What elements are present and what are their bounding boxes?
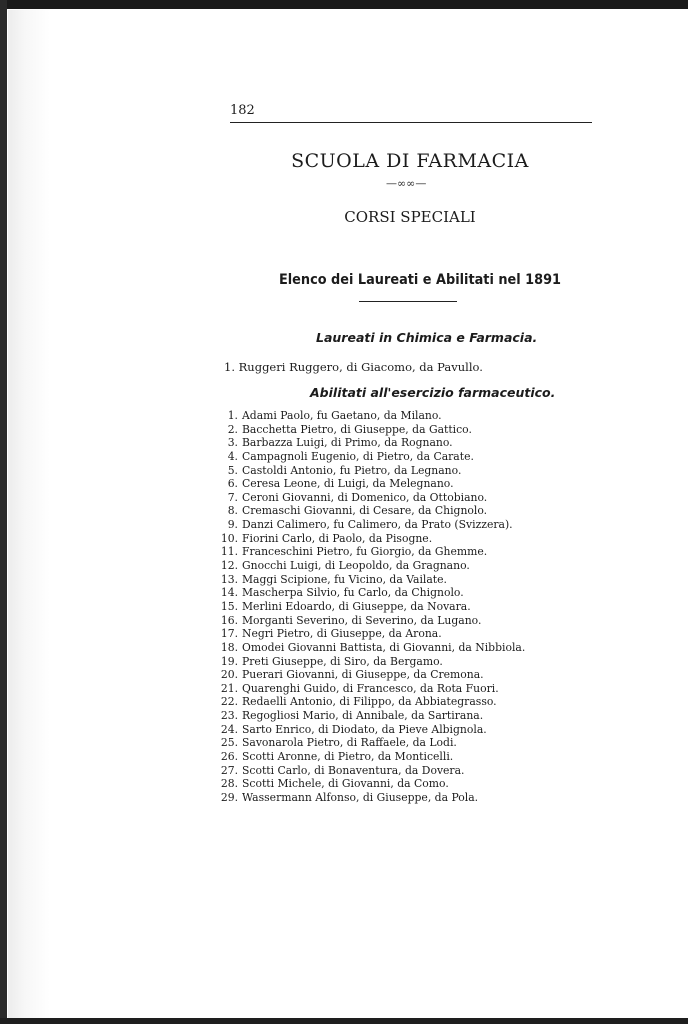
entry-number: 28. bbox=[220, 777, 238, 791]
entry-number: 8. bbox=[227, 504, 238, 518]
entry-text: Ceresa Leone, di Luigi, da Melegnano. bbox=[242, 477, 454, 491]
entry-text: Morganti Severino, di Severino, da Lugano. bbox=[242, 613, 482, 627]
entry-text: Sarto Enrico, di Diodato, da Pieve Albignola. bbox=[242, 722, 487, 736]
list-item bbox=[216, 518, 525, 532]
list-item bbox=[216, 477, 525, 491]
entry-number: 1. bbox=[224, 360, 235, 374]
entry-number: 1. bbox=[227, 409, 238, 422]
entry-number: 4. bbox=[227, 449, 238, 463]
list-item bbox=[216, 586, 525, 600]
list-item bbox=[216, 559, 525, 573]
entry-number: 16. bbox=[220, 613, 238, 627]
entry-number: 25. bbox=[220, 736, 238, 750]
scan-left-edge bbox=[0, 0, 7, 1024]
entry-number: 7. bbox=[227, 490, 238, 504]
entry-number: 13. bbox=[220, 572, 238, 586]
book-spine-shadow bbox=[8, 10, 50, 1018]
entry-text: Fiorini Carlo, di Paolo, da Pisogne. bbox=[242, 531, 433, 545]
entry-number: 22. bbox=[220, 695, 238, 709]
entry-text: Maggi Scipione, fu Vicino, da Vailate. bbox=[242, 572, 447, 586]
entry-number: 12. bbox=[220, 559, 238, 573]
list-item bbox=[216, 423, 525, 437]
entry-number: 3. bbox=[227, 436, 238, 450]
entry-number: 24. bbox=[220, 722, 238, 736]
entry-number: 21. bbox=[220, 681, 238, 695]
entry-number: 2. bbox=[227, 422, 238, 436]
entry-text: Scotti Carlo, di Bonaventura, da Dovera. bbox=[242, 763, 465, 777]
list-item bbox=[216, 491, 525, 505]
list-item bbox=[216, 614, 525, 628]
scan-top-edge bbox=[0, 0, 688, 9]
entry-text: Puerari Giovanni, di Giuseppe, da Cremona. bbox=[242, 668, 484, 682]
page-number: 182 bbox=[230, 103, 255, 118]
list-item bbox=[216, 764, 525, 778]
entry-text: Adami Paolo, fu Gaetano, da Milano. bbox=[242, 409, 442, 422]
list-item bbox=[216, 668, 525, 682]
entry-number: 11. bbox=[220, 545, 238, 559]
entry-text: Redaelli Antonio, di Filippo, da Abbiategrasso. bbox=[242, 695, 497, 709]
entry-text: Ceroni Giovanni, di Domenico, da Ottobiano. bbox=[242, 490, 488, 504]
entry-text: Preti Giuseppe, di Siro, da Bergamo. bbox=[242, 654, 443, 668]
entry-text: Negri Pietro, di Giuseppe, da Arona. bbox=[242, 627, 442, 641]
entry-text: Wassermann Alfonso, di Giuseppe, da Pola. bbox=[242, 790, 479, 804]
entry-text: Savonarola Pietro, di Raffaele, da Lodi. bbox=[242, 736, 457, 750]
list-item bbox=[216, 436, 525, 450]
entry-text: Danzi Calimero, fu Calimero, da Prato (Svizzera). bbox=[242, 518, 513, 532]
laureati-entry bbox=[224, 360, 483, 374]
laureati-heading: Laureati in Chimica e Farmacia. bbox=[316, 330, 538, 345]
entry-text: Omodei Giovanni Battista, di Giovanni, da Nibbiola. bbox=[242, 640, 526, 654]
page-title: SCUOLA DI FARMACIA bbox=[291, 150, 529, 172]
entry-number: 29. bbox=[220, 790, 238, 804]
entry-number: 9. bbox=[227, 518, 238, 532]
entry-number: 15. bbox=[220, 599, 238, 613]
entry-text: Merlini Edoardo, di Giuseppe, da Novara. bbox=[242, 599, 471, 613]
list-item bbox=[216, 736, 525, 750]
section-title: Elenco dei Laureati e Abilitati nel 1891 bbox=[278, 272, 562, 288]
list-item bbox=[216, 682, 525, 696]
list-item bbox=[216, 655, 525, 669]
list-item bbox=[216, 791, 525, 805]
entry-number: 5. bbox=[227, 463, 238, 477]
entry-text: Campagnoli Eugenio, di Pietro, da Carate. bbox=[242, 449, 474, 463]
list-item bbox=[216, 750, 525, 764]
entry-number: 19. bbox=[220, 654, 238, 668]
entry-number: 20. bbox=[220, 668, 238, 682]
list-item bbox=[216, 573, 525, 587]
ornament-divider: —∞∞— bbox=[386, 177, 427, 190]
entry-text: Gnocchi Luigi, di Leopoldo, da Gragnano. bbox=[242, 559, 470, 573]
entry-number: 14. bbox=[220, 586, 238, 600]
list-item bbox=[216, 532, 525, 546]
entry-number: 17. bbox=[220, 627, 238, 641]
entry-text: Ruggeri Ruggero, di Giacomo, da Pavullo. bbox=[238, 360, 483, 374]
list-item bbox=[216, 450, 525, 464]
entry-text: Scotti Michele, di Giovanni, da Como. bbox=[242, 777, 449, 791]
entry-number: 10. bbox=[220, 531, 238, 545]
list-item bbox=[216, 504, 525, 518]
page-subtitle: CORSI SPECIALI bbox=[344, 208, 476, 226]
list-item bbox=[216, 695, 525, 709]
entry-text: Cremaschi Giovanni, di Cesare, da Chignolo. bbox=[242, 504, 488, 518]
abilitati-list bbox=[216, 409, 525, 805]
list-item bbox=[216, 600, 525, 614]
entry-number: 6. bbox=[227, 477, 238, 491]
list-item bbox=[216, 641, 525, 655]
entry-text: Barbazza Luigi, di Primo, da Rognano. bbox=[242, 436, 453, 450]
entry-text: Regogliosi Mario, di Annibale, da Sartirana. bbox=[242, 709, 484, 723]
section-rule bbox=[359, 301, 457, 302]
entry-text: Bacchetta Pietro, di Giuseppe, da Gattico. bbox=[242, 422, 472, 436]
entry-text: Franceschini Pietro, fu Giorgio, da Ghemme. bbox=[242, 545, 488, 559]
entry-text: Quarenghi Guido, di Francesco, da Rota Fuori. bbox=[242, 681, 499, 695]
entry-number: 26. bbox=[220, 750, 238, 764]
list-item bbox=[216, 627, 525, 641]
entry-text: Castoldi Antonio, fu Pietro, da Legnano. bbox=[242, 463, 462, 477]
entry-number: 18. bbox=[220, 640, 238, 654]
list-item bbox=[216, 464, 525, 478]
list-item bbox=[216, 545, 525, 559]
list-item bbox=[216, 709, 525, 723]
entry-text: Scotti Aronne, di Pietro, da Monticelli. bbox=[242, 750, 454, 764]
entry-number: 27. bbox=[220, 763, 238, 777]
header-rule bbox=[230, 122, 592, 123]
list-item bbox=[216, 409, 525, 423]
list-item bbox=[216, 723, 525, 737]
entry-number: 23. bbox=[220, 709, 238, 723]
list-item bbox=[216, 777, 525, 791]
abilitati-heading: Abilitati all'esercizio farmaceutico. bbox=[310, 385, 556, 400]
entry-text: Mascherpa Silvio, fu Carlo, da Chignolo. bbox=[242, 586, 464, 600]
scan-bottom-edge bbox=[0, 1018, 688, 1024]
